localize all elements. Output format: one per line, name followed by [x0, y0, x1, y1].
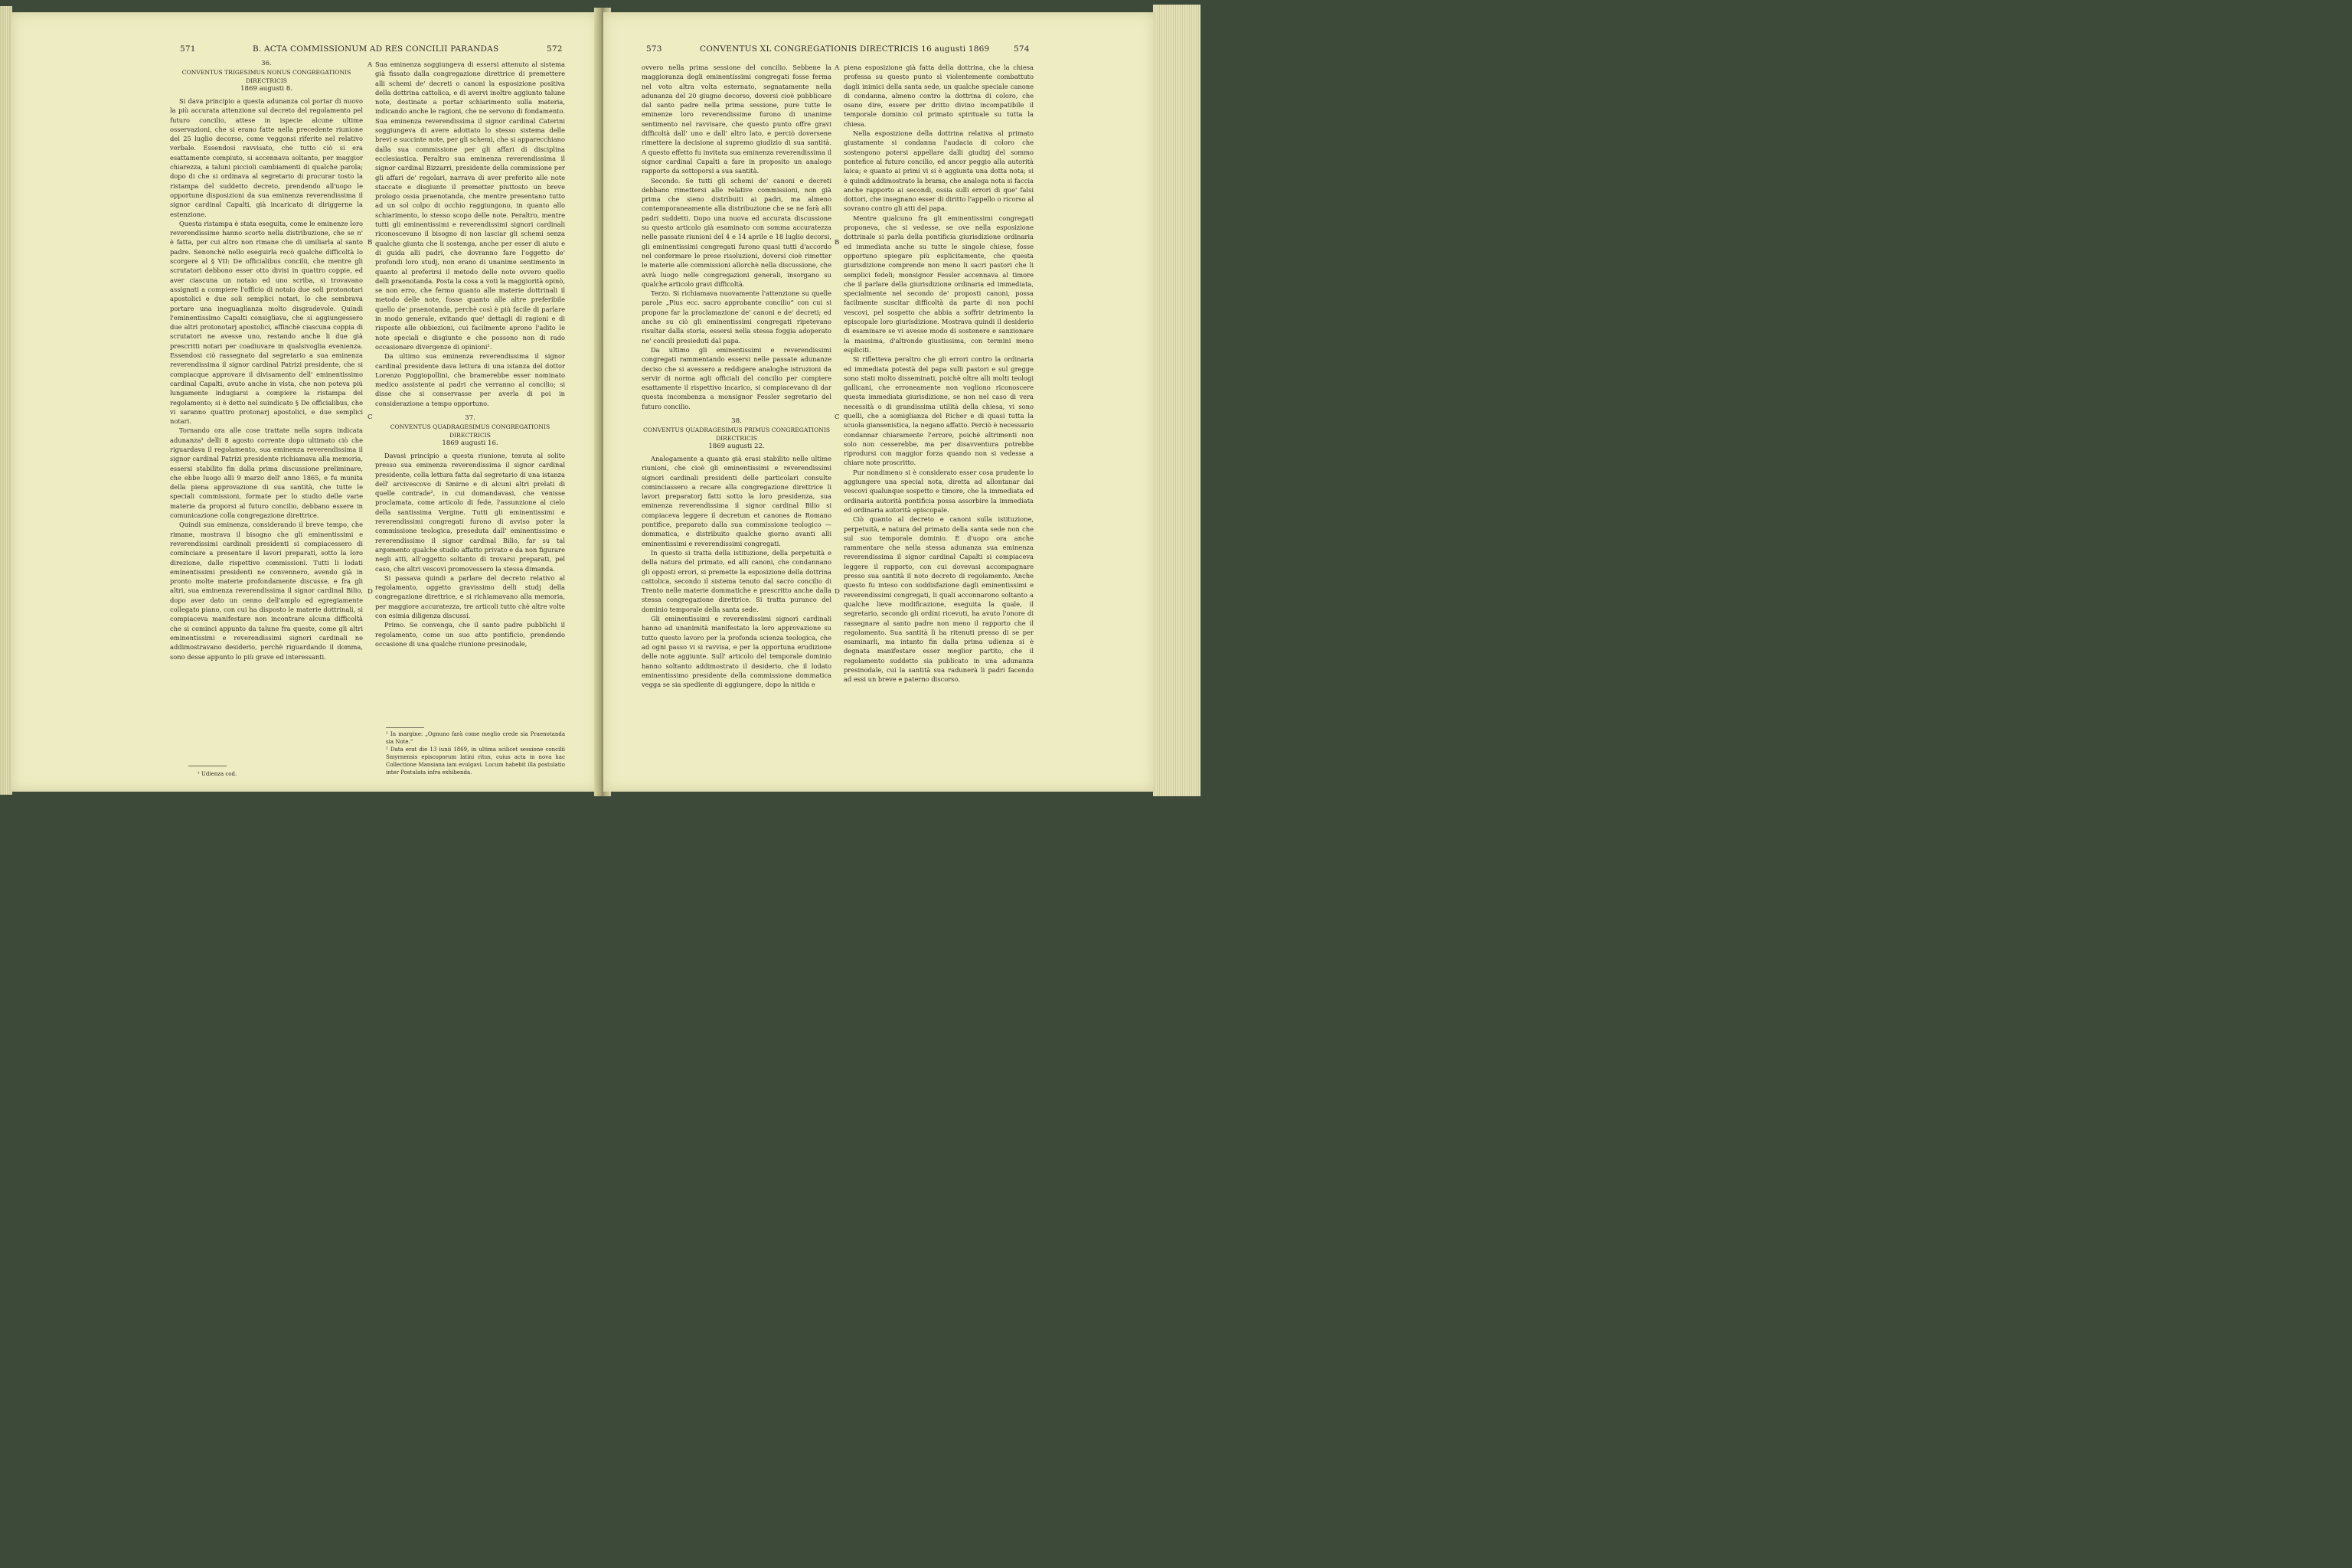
- margin-letter: A: [835, 64, 840, 72]
- section-heading: [642, 417, 831, 451]
- section-number: 36.: [261, 60, 272, 67]
- section-date: 1869 augusti 22.: [708, 442, 765, 450]
- paragraph: Quindi sua eminenza, considerando il breve tempo, che rimane, mostrava il bisogno che gli eminentissimi e reverendissimi cardinali presidenti si compiacessero di cominciare a presentare il lavori preparati, sotto la loro direzione, dalle rispettive commissioni. Tutti li lodati eminentissimi presidenti ne convennero, avendo già in pronto molte materie profondamente discusse, e fra gli altri, sua eminenza reverendissima il signor cardinal Bilio, dopo aver dato un cenno dell'amplo ed egregiamente collegato piano, con cui ha disposto le materie dottrinali, si compiaceva manifestare non incontrare alcuna difficoltà che si cominci appunto da talune fra queste, come gli altri eminentissimi e reverendissimi signori cardinali ne addimostravano desiderio, perchè riguardando il domma, sono desse appunto lo più grave ed interessanti.: [170, 521, 363, 661]
- column-b: [844, 63, 1034, 684]
- paragraph: Da ultimo gli eminentissimi e reverendissimi congregati rammentando essersi nelle passate adunanze deciso che si avessero a reddigere analoghe istruzioni da servir di norma agli officiali del concilio per compiere esattamente il rispettivo incarico, si compiacevano di dar questa incombenza a monsignor Fessler segretario del futuro concilio.: [642, 345, 831, 410]
- paragraph: Davasi principio a questa riunione, tenuta al solito presso sua eminenza reverendissima il signor cardinal presidente, colla lettura fatta dal segretario di una istanza dell' arcivescovo di Smirne e di alcuni altri prelati di quelle contrade², in cui domandavasi, che venisse proclamata, come articolo di fede, l'assunzione al cielo della santissima Vergine. Tutti gli eminentissimi e reverendissimi congregati furono di avviso poter la commissione teologica, preseduta dall' eminentissimo e reverendissimo il signor cardinal Bilio, far su tal argomento qualche studio affatto privato e da non figurare negli atti, all'oggetto soltanto di trovarsi preparati, pel caso, che altri vescovi promovessero la stessa dimanda.: [375, 451, 565, 573]
- running-title: CONVENTUS XL CONGREGATIONIS DIRECTRICIS 16 augusti 1869: [700, 44, 990, 54]
- section-number: 37.: [465, 413, 475, 422]
- paragraph: Si dava principio a questa adunanza col portar di nuovo la più accurata attenzione sul decreto del regolamento pel futuro concilio, attese in ispecie alcune ultime osservazioni, che si erano fatte nella precedente riunione del 25 luglio decorso, come veggonsi riferite nel relativo verbale. Essendosi ravvisato, che tutto ciò si era esattamente compiuto, si accennava soltanto, per maggior chiarezza, a taluni piccioli cambiamenti di qualche parola; dopo di che si ordinava al segretario di procurar tosto la ristampa del suddetto decreto, prendendo all'uopo le opportune disposizioni da sua eminenza reverendissima il signor cardinal Capalti, già incaricato di diriggerne la estenzione.: [170, 97, 363, 218]
- paragraph: ovvero nella prima sessione del concilio. Sebbene la maggioranza degli eminentissimi congregati fosse ferma nel voto altra volta esternato, segnatamente nella adunanza del 20 giugno decorso, doversi cioè pubblicare dal santo padre nella prima sessione, pure tutte le eminenze loro reverendissime furono di unanime sentimento nel ravvisare, che questo punto offre gravi difficoltà dall' uno e dall' altro lato, e perciò doversene rimettere la decisione al supremo giudizio di sua santità. A questo effetto fu invitata sua eminenza reverendissima il signor cardinal Capalti a fare in proposito un analogo rapporto da sottoporsi a sua santità.: [642, 64, 831, 175]
- footnote: ¹ In margine: „Ognuno farà come meglio crede sia Praenotanda sia Note.“: [386, 731, 565, 745]
- section-title: CONVENTUS QUADRAGESIMUS CONGREGATIONIS DIRECTRICIS: [390, 423, 550, 439]
- page-number: 571: [180, 44, 196, 54]
- margin-letter: C: [368, 413, 373, 421]
- running-title: B. ACTA COMMISSIONUM AD RES CONCILII PARANDAS: [253, 44, 499, 54]
- page-number: 573: [646, 44, 662, 54]
- section-date: 1869 augusti 16.: [442, 439, 498, 447]
- footnotes: [386, 730, 565, 776]
- section-title: CONVENTUS QUADRAGESIMUS PRIMUS CONGREGATIONIS DIRECTRICIS: [642, 426, 831, 442]
- paragraph: piena esposizione già fatta della dottrina, che la chiesa professa su questo punto sì violentemente combattuto dagli inimici della santa sede, un qualche speciale canone di condanna, almeno contro la dottrina di coloro, che osano dire, essere per dritto divino incompatibile il temporale dominio col primato spirituale su tutta la chiesa.: [844, 64, 1034, 128]
- left-page: [11, 12, 599, 792]
- paragraph: Da ultimo sua eminenza reverendissima il signor cardinal presidente dava lettura di una istanza del dottor Lorenzo Poggiopollini, che bramerebbe esser nominato medico assistente ai padri che verranno al concilio; si disse che si conservasse per averla di poi in considerazione a tempo opportuno.: [375, 352, 565, 407]
- paragraph: Terzo. Si richiamava nuovamente l'attenzione su quelle parole „Pius ecc. sacro approbante concilio“ con cui si propone far la proclamazione de' canoni e de' decreti; ed anche su ciò gli eminentissimi congregati ripetevano risultar dalla storia, essersi nella stessa foggia adoperato ne' concili presieduti dal papa.: [642, 289, 831, 345]
- section-heading: [375, 414, 565, 448]
- paragraph: In questo si tratta della istituzione, della perpetuità e della natura del primato, ed alli canoni, che condannano gli opposti errori, si premette la esposizione della dottrina cattolica, secondo il sistema tenuto dal sacro concilio di Trento nelle materie dommatiche e prescritto anche dalla stessa congregazione direttrice. Si tratta puranco del dominio temporale della santa sede.: [642, 548, 831, 613]
- right-page-stack: [1153, 5, 1200, 796]
- footnote: ¹ Udienza cod.: [198, 771, 237, 777]
- paragraph: Analogamente a quanto già erasi stabilito nelle ultime riunioni, che cioè gli eminentissimi e reverendissimi signori cardinali presidenti delle particolari consulte cominciassero a recare alla congregazione direttrice li lavori preparatorj fatti sotto la loro presidenza, sua eminenza reverendissima il signor cardinal Bilio si compiaceva leggere il decretum et canones de Romano pontifice, preparato dalla sua commissione teologico — dommatica, e distribuito qualche giorno avanti alli eminentissimi e reverendissimi congregati.: [642, 454, 831, 547]
- column-b: [375, 60, 565, 648]
- paragraph: Sua eminenza soggiungeva di essersi attenuto al sistema già fissato dalla congregazione direttrice di premettere alli schemi de' decreti o canoni la esposizione positiva della dottrina cattolica, e di avervi inoltre aggiunto talune note, destinate a portar schiarimento sulla materia, indicando anche le ragioni, che ne servono di fondamento. Sua eminenza reverendissima il signor cardinal Caterini soggiungeva di avere adottato lo stesso sistema delle brevi e succinte note, per gli schemi, che si apparecchiano dalla sua commissione per gli affari di disciplina ecclesiastica. Peraltro sua eminenza reverendissima il signor cardinal Bizzarri, presidente della commissione per gli affari de' regolari, narrava di aver preferito alle note staccate e disgiunte il premetter piuttosto un breve prologo ossia praenotanda, che mentre presentano tutto ad un sol colpo di occhio raggiungono, in quanto allo schiarimento, lo stesso scopo delle note. Peraltro, mentre tutti gli eminentissimi e reverendissimi signori cardinali riconoscevano il bisogno di non lasciar gli schemi senza qualche giunta che li sostenga, anche per esser di aiuto e di guida alli padri, che dovranno fare l'oggetto de' profondi loro studj, non erano di unanime sentimento in quanto al preferirsi il metodo delle note ovvero quello delli praenotanda. Posta la cosa a voti la maggiorità opinò, se non erro, che fermo quanto alle materie dottrinali il metodo delle note, fosse quanto alle altre preferibile quello de' praenotanda, perchè così è più facile di parlare in modo generale, evitando que' dettagli di ragioni e di risposte alle obbiezioni, cui facilmente aprono l'adito le note speciali e disgiunte e che possono non di rado occasionare divergenze di opinioni¹.: [375, 60, 565, 351]
- paragraph: Nella esposizione della dottrina relativa al primato giustamente si condanna l'audacia di coloro che sostengono potersi appellare dalli giudizj del sommo pontefice al futuro concilio, ed ancor peggio alla autorità laica; e quanto ai primi vi si è aggiunta una dotta nota; si è quindi addimostrato la brama, che analoga nota si faccia anche rapporto ai secondi, ossia sulli errori di que' falsi dottori, che insegnano esser di diritto l'appello o ricorso al sovrano contro gli atti del papa.: [844, 129, 1034, 213]
- paragraph: Primo. Se convenga, che il santo padre pubblichi il regolamento, come un suo atto pontificio, prendendo occasione di una qualche riunione presinodale,: [375, 621, 565, 648]
- margin-letter: C: [835, 413, 840, 421]
- section-number: 38.: [731, 416, 742, 425]
- paragraph: Si rifletteva peraltro che gli errori contro la ordinaria ed immediata potestà del papa sulli pastori e sul gregge sono stati molto disseminati, poichè oltre alli molti teologi gallicani, che erroneamente non vogliono riconoscere questa immediata giurisdizione, se non nel caso di vera necessità o di grandissima utilità della chiesa, vi sono quelli, che a somiglianza del Richer e di quasi tutta la scuola giansenistica, la negano affatto. Perciò è necessario condannar chiaramente l'errore, poichè altrimenti non solo non cesserebbe, ma per disavventura potrebbe riprodursi con maggior forza quando non si vedesse a chiare note proscritto.: [844, 355, 1034, 467]
- section-date: 1869 augusti 8.: [240, 85, 292, 93]
- book-spread: [0, 0, 1200, 800]
- column-a: [170, 60, 363, 662]
- page-number: 572: [547, 44, 563, 54]
- paragraph: Secondo. Se tutti gli schemi de' canoni e decreti debbano rimettersi alle relative commissioni, non già prima che sieno distribuiti ai padri, ma almeno contemporaneamente alla distribuzione che se ne farà alli padri suddetti. Dopo una nuova ed accurata discussione su questo articolo già esaminato con somma accuratezza nelle passate riunioni del 4 e 14 aprile e 18 luglio decorsi, gli eminentissimi congregati furono quasi tutti d'accordo nel confermare le prese risoluzioni, doversi cioè rimetter le materie alle commissioni allorchè nella discussione, che avrà luogo nelle congregazioni generali, insorgano su qualche articolo gravi difficoltà.: [642, 176, 831, 288]
- column-a: [642, 63, 831, 689]
- paragraph: Si passava quindi a parlare del decreto relativo al regolamento, oggetto gravissimo delli studj della congregazione direttrice, e si richiamavano alla memoria, per maggiore accuratezza, tre articoli tutto chè altre volte con esimia diligenza discussi.: [375, 573, 565, 620]
- paragraph: Gli eminentissimi e reverendissimi signori cardinali hanno ad unanimità manifestato la loro approvazione su tutto questo lavoro per la profonda scienza teologica, che ad ogni passo vi si ravvisa, e per la opportuna erudizione delle note aggiunte. Sull' articolo del temporale dominio hanno soltanto addimostrato il desiderio, che il lodato eminentissimo presidente della commissione dommatica vegga se sia spediente di aggiungere, dopo la nitida e: [642, 615, 831, 689]
- paragraph: Questa ristampa è stata eseguita, come le eminenze loro reverendissime hanno scorto nella distribuzione, che se n' è fatta, per cui altro non rimane che di umiliarla al santo padre. Senonchè nello eseguirla recò qualche difficoltà lo scorgere al § VII: De officialibus concilii, che mentre gli scrutatori debbono esser otto divisi in quattro coppie, ed aver ciascuna un notaio ed uno scriba, si trovavano assignati a compiere l'officio di notaio due soli protonotari apostolici e due soli semplici notari, lo che sembrava portare una ineguaglianza molto disgradevole. Quindi l'eminentissimo Capalti consigliava, che si aggiungessero due altri protonotarj apostolici, affinchè ciascuna coppia di scrutatori ne avesse uno, restando anche li due già prescritti notari per coadiuvare in qualsivoglia evenienza. Essendosi ciò rassegnato dal segretario a sua eminenza reverendissima il signor cardinal Patrizi presidente, che si compiacque approvare il divisamento dell' eminentissimo cardinal Capalti, avuto anche in vista, che non poteva più lungamente indugiarsi a compiere la ristampa del regolamento; si è detto nel suindicato § De officialibus, che vi saranno quattro protonarj apostolici, e due semplici notari.: [170, 219, 363, 426]
- section-title: CONVENTUS TRIGESIMUS NONUS CONGREGATIONIS DIRECTRICIS: [181, 69, 351, 84]
- right-page: [603, 12, 1155, 792]
- page-number: 574: [1014, 44, 1030, 54]
- paragraph: Pur nondimeno si è considerato esser cosa prudente lo aggiungere una special nota, diretta ad allontanar dai vescovi qualunque sospetto e timore, che la immediata ed ordinaria autorità pontificia possa assorbire la immediata ed ordinaria autorità episcopale.: [844, 468, 1034, 514]
- margin-letter: D: [835, 588, 840, 596]
- footnote: ² Data erat die 13 iunii 1869, in ultima scilicet sessione concilii Smyrnensis episcoporum latini ritus, cuius acta in nova hac Collectione Mansiana iam evulgavi. Locum habebit illa postulatio inter Postulata infra exhibenda.: [386, 746, 565, 776]
- paragraph: Tornando ora alle cose trattate nella sopra indicata adunanza¹ delli 8 agosto corrente dopo ultimato ciò che riguardava il regolamento, sua eminenza reverendissima il signor cardinal Patrizi presidente richiamava alla memoria, essersi stabilito fin dalla prima discussione preliminare, che ebbe luogo alli 9 marzo dell' anno 1865, e fu munita della piena approvazione di sua santità, che tutte le speciali commissioni, formate per lo studio delle varie materie da proporsi al futuro concilio, debbano essere in comunicazione colla congregazione direttrice.: [170, 426, 363, 520]
- margin-letter: B: [368, 239, 373, 247]
- section-heading: [170, 60, 363, 93]
- paragraph: Ciò quanto al decreto e canoni sulla istituzione, perpetuità, e natura del primato della santa sede non che sul suo temporale dominio. È d'uopo ora anche rammentare che nella stessa adunanza sua eminenza reverendissima il signor cardinal Capalti si compiaceva leggere il rapporto, con cui dovevasi accompagnare presso sua santità il noto decreto di regolamento. Anche questo fu inteso con soddisfazione dagli eminentissimi e reverendissimi congregati, li quali acconnarono soltanto a qualche lieve modificazione, eseguita la quale, il segretario, secondo gli ordini ricevuti, ha avuto l'onore di rassegnare al santo padre non meno il rapporto che il regolamento. Sua santità lì ha ritenuti presso di se per esaminarli, ma intanto fin dalla prima udienza si è degnata manifestare esser meglior partito, che il regolamento suddetto sia publicato in una adunanza presinodale, cui la santità sua radunerà li padri facendo ad essi un breve e paterno discorso.: [844, 515, 1034, 684]
- margin-letter: B: [835, 239, 840, 247]
- paragraph: Mentre qualcuno fra gli eminentissimi congregati proponeva, che si vedesse, se ove nella esposizione dottrinale si parla della pontificia giurisdizione ordinaria ed immediata anche su tutte le singole chiese, fosse opportuno spiegare più esplicitamente, che questa giurisdizione comprende non meno li sacri pastori che li semplici fedeli; monsignor Fessler accennava al timore che il parlare della giurisdizione ordinaria ed immediata, specialmente nel secondo de' proposti canoni, possa facilmente suscitar difficoltà da parte di non pochi vescovi, pel sospetto che abbia a soffrir detrimento la episcopale loro giurisdizione. Mostrava quindi il desiderio di esaminare se vi avesse modo di sostenere e sanzionare la massima, d'altronde giustissima, con termini meno espliciti.: [844, 214, 1034, 354]
- margin-letter: A: [368, 61, 373, 69]
- margin-letter: D: [368, 588, 373, 596]
- footnote-rule: [386, 727, 424, 728]
